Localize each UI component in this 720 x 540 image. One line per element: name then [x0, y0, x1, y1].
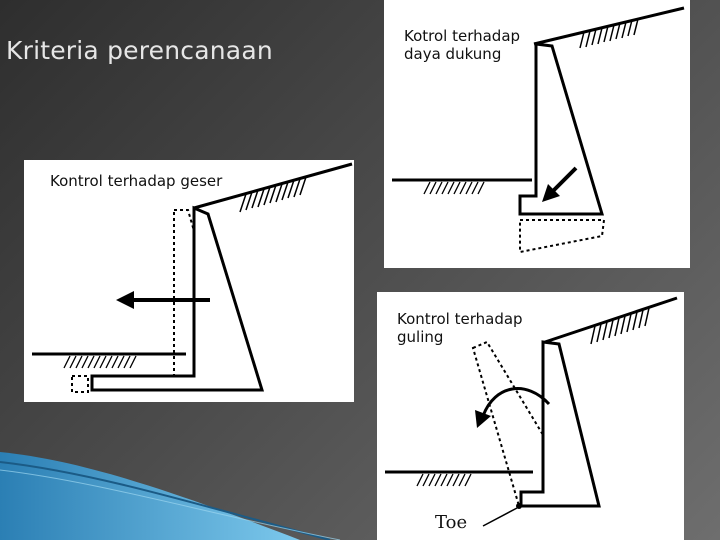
- overturning-label-line2: guling: [397, 328, 444, 346]
- slide-title: Kriteria perencanaan: [6, 36, 273, 65]
- bearing-capacity-label-line1: Kotrol terhadap: [404, 27, 521, 45]
- overturning-panel: [377, 292, 684, 540]
- decorative-swoosh: [0, 440, 380, 540]
- sliding-panel: [24, 160, 354, 402]
- sliding-diagram: [24, 160, 354, 402]
- toe-label: Toe: [435, 512, 468, 533]
- bearing-capacity-label-line2: daya dukung: [404, 45, 502, 63]
- overturning-label-line1: Kontrol terhadap: [397, 310, 523, 328]
- sliding-label: Kontrol terhadap geser: [50, 172, 223, 190]
- bearing-capacity-panel: [384, 0, 690, 268]
